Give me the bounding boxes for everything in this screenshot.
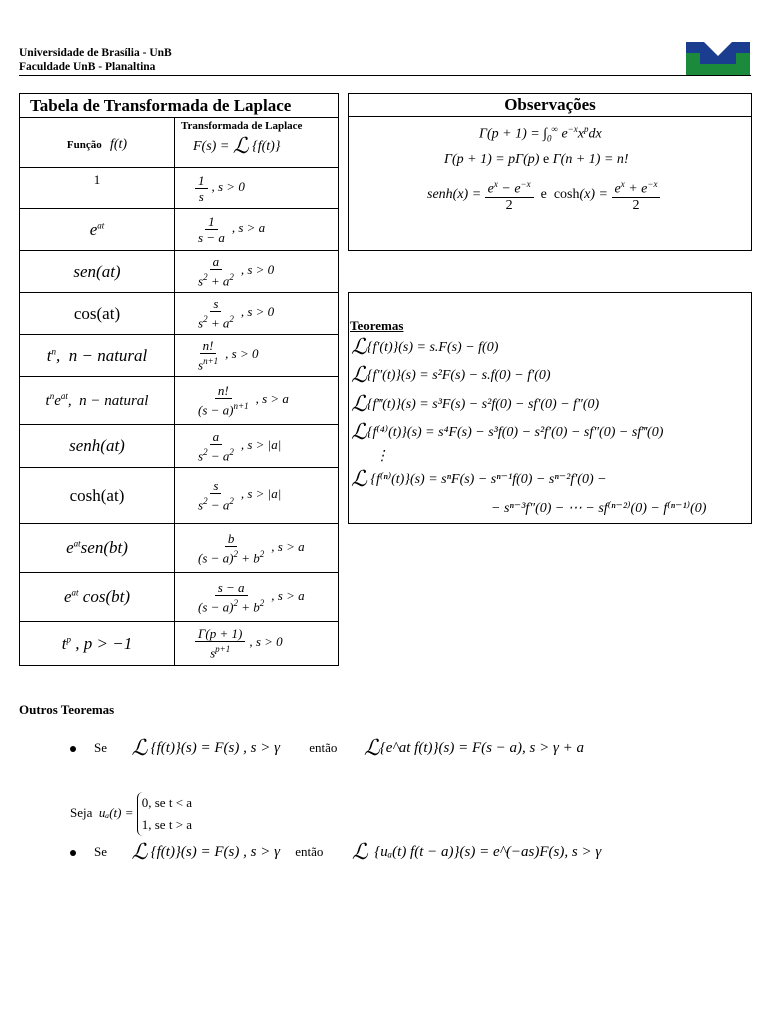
transform-cell: $\frac{b}{(s - a)^2 + b^2}$ , s > a <box>175 524 339 573</box>
step-function-definition: Seja uₐ(t) = 0, se t < a 1, se t > a <box>70 792 192 836</box>
table-row <box>20 524 339 573</box>
function-cell: $t^p$ , p > −1 <box>20 622 175 666</box>
function-cell: $e^{at}$ <box>20 209 175 251</box>
theorems-box <box>348 292 752 524</box>
transform-cell: $\frac{a}{s^2 + a^2}$ , s > 0 <box>175 251 339 293</box>
table-row <box>20 251 339 293</box>
university-name: Universidade de Brasília - UnB <box>19 47 172 59</box>
transform-cell: $\frac{n!}{s^{n+1}}$ , s > 0 <box>175 335 339 377</box>
function-cell: 1 <box>20 168 175 209</box>
transform-cell: $\frac{s - a}{(s - a)^2 + b^2}$ , s > a <box>175 573 339 622</box>
transform-cell: $\frac{a}{s^2 - a^2}$ , s > |a| <box>175 425 339 468</box>
laplace-table <box>19 93 339 666</box>
function-cell: senh(at) <box>20 425 175 468</box>
theorem-line: ℒ{f‴(t)}(s) = s³F(s) − s²f(0) − sf′(0) − f″(0) <box>351 392 600 417</box>
function-cell: $e^{at}sen(bt)$ <box>20 524 175 573</box>
table-row <box>20 293 339 335</box>
institution-header <box>19 46 172 74</box>
bullet-dot <box>70 850 76 856</box>
theorem-line: ℒ{f″(t)}(s) = s²F(s) − s.f(0) − f′(0) <box>351 363 551 388</box>
other-theorems-title: Outros Teoremas <box>19 702 115 717</box>
theorem-ellipsis: ⋮ <box>375 449 389 464</box>
header-divider <box>19 75 751 76</box>
bullet-item: Se ℒ {f(t)}(s) = F(s) , s > γ então ℒ {uₐ(t) f(t − a)}(s) = e^(−as)F(s), s > γ <box>70 844 601 862</box>
table-row <box>20 622 339 666</box>
function-cell: cos(at) <box>20 293 175 335</box>
unb-logo <box>686 42 750 76</box>
function-cell: sen(at) <box>20 251 175 293</box>
transform-cell: $\frac{s}{s^2 + a^2}$ , s > 0 <box>175 293 339 335</box>
observations-title: Observações <box>349 94 751 117</box>
function-cell: $e^{at}$ cos(bt) <box>20 573 175 622</box>
function-cell: $t^ne^{at}$, n − natural <box>20 377 175 425</box>
theorem-line: ℒ{f′(t)}(s) = s.F(s) − f(0) <box>351 335 499 360</box>
transform-cell: $\frac{1}{s}$ , s > 0 <box>175 168 339 209</box>
theorems-title: Teoremas <box>350 318 404 333</box>
table-row <box>20 168 339 209</box>
function-cell: cosh(at) <box>20 468 175 524</box>
gamma-definition: $\Gamma(p + 1) = \int_0^\infty$ $e^{-x}x^pdx$ <box>479 124 602 144</box>
table-row <box>20 209 339 251</box>
theorem-line: − sⁿ⁻³f″(0) − ⋯ − sf⁽ⁿ⁻²⁾(0) − f⁽ⁿ⁻¹⁾(0) <box>491 501 707 516</box>
bullet-item: Se ℒ {f(t)}(s) = F(s) , s > γ então ℒ{e^at f(t)}(s) = F(s − a), s > γ + a <box>70 740 584 758</box>
transform-cell: $\frac{1}{s - a}$ , s > a <box>175 209 339 251</box>
transform-cell: $\frac{s}{s^2 - a^2}$ , s > |a| <box>175 468 339 524</box>
table-row <box>20 468 339 524</box>
hyperbolic-definitions: senh(x) = $\frac{e^x - e^{-x}}{2}$ e cosh(x) = $\frac{e^x + e^{-x}}{2}$ <box>427 178 660 212</box>
faculty-name: Faculdade UnB - Planaltina <box>19 61 156 73</box>
table-row <box>20 335 339 377</box>
bullet-dot <box>70 746 76 752</box>
table-row <box>20 377 339 425</box>
theorem-line: ℒ{f⁽⁴⁾(t)}(s) = s⁴F(s) − s³f(0) − s²f′(0) − sf″(0) − sf‴(0) <box>351 420 664 445</box>
col-transform-header: Transformada de Laplace F(s) = ℒ {f(t)} <box>175 118 339 168</box>
transform-cell: $\frac{n!}{(s - a)^{n+1}}$ , s > a <box>175 377 339 425</box>
transform-cell: $\frac{\Gamma(p + 1)}{s^{p+1}}$ , s > 0 <box>175 622 339 666</box>
theorem-line: ℒ {f⁽ⁿ⁾(t)}(s) = sⁿF(s) − sⁿ⁻¹f(0) − sⁿ⁻²f′(0) − <box>351 467 607 492</box>
table-title: Tabela de Transformada de Laplace <box>20 94 339 118</box>
table-row <box>20 573 339 622</box>
table-row <box>20 425 339 468</box>
observations-box <box>348 93 752 251</box>
function-cell: $t^n$, n − natural <box>20 335 175 377</box>
col-function-header: Função f(t) <box>20 118 175 168</box>
gamma-recurrence: Γ(p + 1) = pΓ(p) e Γ(n + 1) = n! <box>444 152 629 167</box>
